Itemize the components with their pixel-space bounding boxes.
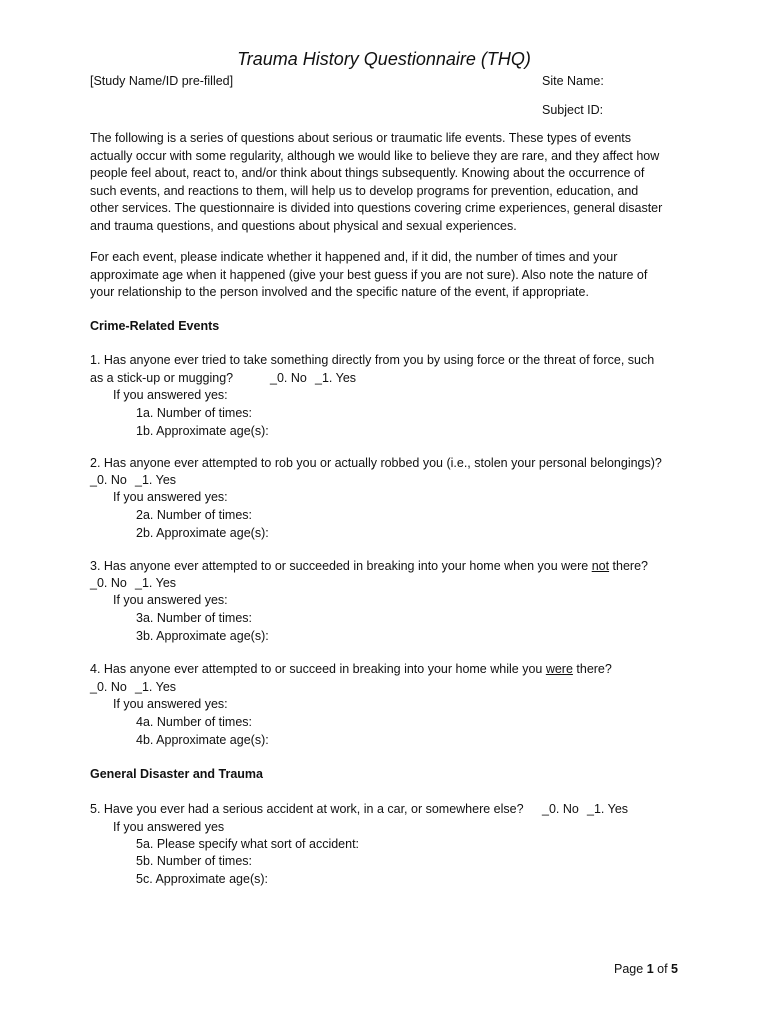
section-heading-crime: Crime-Related Events [90,319,220,333]
question-5c-age: 5c. Approximate age(s): [136,872,269,886]
question-3-text-post: there? [609,559,648,573]
question-5-if-yes: If you answered yes [113,820,225,834]
question-2-text: 2. Has anyone ever attempted to rob you or actually robbed you (i.e., stolen your personal belongings)? [90,456,662,470]
current-page: 1 [646,962,654,976]
question-4-if-yes: If you answered yes: [113,697,228,711]
question-2b-age: 2b. Approximate age(s): [136,526,269,540]
intro-line: such events, and reactions to them, will help us to develop programs for prevention, education, and [90,183,639,198]
question-3-no-option[interactable]: _0. No [90,576,127,590]
question-4-text-pre: 4. Has anyone ever attempted to or succeed in breaking into your home while you [90,662,546,676]
question-2a-times: 2a. Number of times: [136,508,253,522]
intro-line: people feel about, react to, and/or think about things subsequently. Knowing about the occurrence of [90,166,645,180]
question-4-emphasis: were [545,662,573,676]
question-5-no-option[interactable]: _0. No [542,802,579,816]
question-3-emphasis: not [591,559,610,573]
question-4-text-post: there? [572,662,612,676]
question-3-text [90,557,648,575]
of-word: of [657,962,668,976]
intro-line: and trauma questions, and questions about physical and sexual experiences. [90,218,517,233]
question-5a-accident-type: 5a. Please specify what sort of accident: [136,837,360,851]
question-3a-times: 3a. Number of times: [136,611,253,625]
page-word: Page [614,962,644,976]
question-4-no-option[interactable]: _0. No [90,680,127,694]
question-1-text-cont: as a stick-up or mugging? [90,371,234,385]
question-4-yes-option[interactable]: _1. Yes [135,680,177,694]
question-1a-times: 1a. Number of times: [136,406,253,420]
intro-line: your relationship to the person involved and the specific nature of the event, if appropriate. [90,285,589,299]
intro-line: actually occur with some regularity, although we would like to believe they are rare, and they affect how [90,148,660,163]
section-heading-disaster: General Disaster and Trauma [90,767,263,781]
site-name-label: Site Name: [542,74,604,88]
intro-line: For each event, please indicate whether it happened and, if it did, the number of times and your [90,250,618,264]
question-2-no-option[interactable]: _0. No [90,473,127,487]
question-1-no-option[interactable]: _0. No [270,371,307,385]
total-pages: 5 [671,962,678,976]
question-1-if-yes: If you answered yes: [113,388,228,402]
intro-line: other services. The questionnaire is divided into questions covering crime experiences, general disaster [90,201,663,215]
question-5-yes-option[interactable]: _1. Yes [587,802,629,816]
question-3b-age: 3b. Approximate age(s): [136,629,269,643]
question-2-if-yes: If you answered yes: [113,490,228,504]
question-5-text: 5. Have you ever had a serious accident at work, in a car, or somewhere else? [90,802,524,816]
question-3-text-pre: 3. Has anyone ever attempted to or succeeded in breaking into your home when you were [90,559,592,573]
page-number [614,960,678,978]
intro-line: approximate age when it happened (give your best guess if you are not sure). Also note the nature of [90,267,648,282]
subject-id-label: Subject ID: [542,103,604,117]
question-3-yes-option[interactable]: _1. Yes [135,576,177,590]
question-4a-times: 4a. Number of times: [136,715,253,729]
study-name-field: [Study Name/ID pre-filled] [90,74,234,88]
document-title: Trauma History Questionnaire (THQ) [237,49,531,69]
question-3-if-yes: If you answered yes: [113,593,228,607]
intro-paragraph-2 [90,249,682,302]
intro-paragraph-1 [90,130,682,235]
question-4b-age: 4b. Approximate age(s): [136,733,269,747]
question-2-yes-option[interactable]: _1. Yes [135,473,177,487]
question-1b-age: 1b. Approximate age(s): [136,424,269,438]
question-5b-times: 5b. Number of times: [136,854,253,868]
intro-line: The following is a series of questions about serious or traumatic life events. These types of events [90,131,632,145]
question-1-yes-option[interactable]: _1. Yes [315,371,357,385]
question-1-text: 1. Has anyone ever tried to take something directly from you by using force or the threat of force, such [90,353,655,367]
question-4-text [90,660,612,678]
